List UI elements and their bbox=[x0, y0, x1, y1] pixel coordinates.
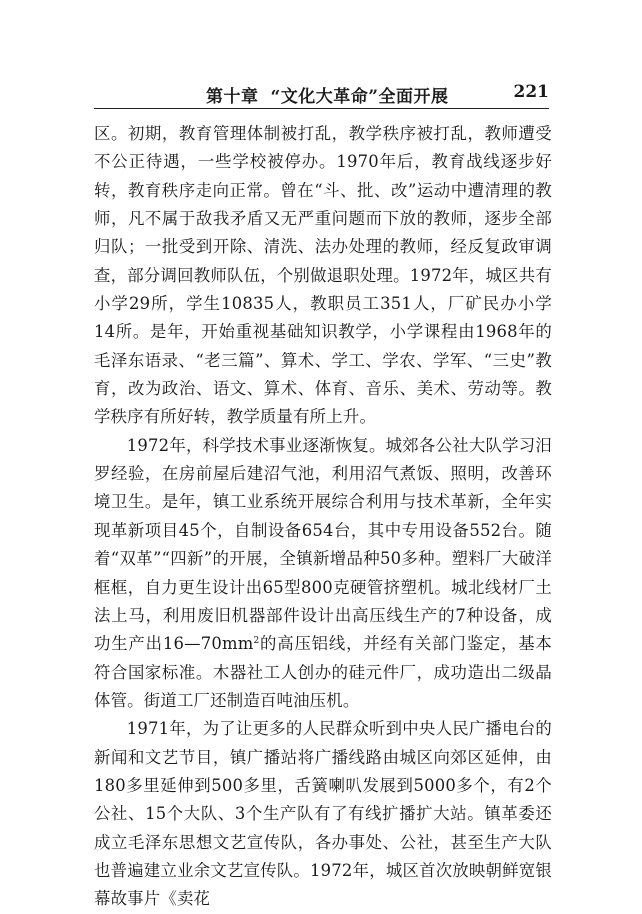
superscript-2: 2 bbox=[253, 636, 260, 647]
paragraph-1: 区。初期，教育管理体制被打乱，教学秩序被打乱，教师遭受不公正待遇，一些学校被停办。1970年后，教育战线逐步好转，教育秩序走向正常。曾在“斗、批、改”运动中遭清理的教师，凡不属于敌我矛盾又无严重问题而下放的教师，逐步全部归队；一批受到开除、清洗、法办处理的教师，经反复政审调查，部分调回教师队伍，个别做退职处理。1972年，城区共有小学29所，学生10835人，教职员工351人，厂矿民办小学14所。是年，开始重视基础知识教学，小学课程由1968年的毛泽东语录、“老三篇”、算术、学工、学农、学军、“三史”教育，改为政治、语文、算术、体育、音乐、美术、劳动等。教学秩序有所好转，教学质量有所上升。 bbox=[94, 124, 552, 427]
paragraph-3: 1971年，为了让更多的人民群众听到中央人民广播电台的新闻和文艺节目，镇广播站将广播线路由城区向郊区延伸，由180多里延伸到500多里，舌簧喇叭发展到5000多个，有2个公社、15个大队、3个生产队有了有线扩播扩大站。镇革委还成立毛泽东思想文艺宣传队，各办事处、公社，甚至生产大队也普遍建立业余文艺宣传队。1972年，城区首次放映朝鲜宽银幕故事片《卖花 bbox=[94, 719, 552, 909]
paragraph-2-text-b: 的高压铝线，并经有关部门鉴定，基本符合国家标准。木器社工人创办的硅元件厂，成功造出二级晶体管。街道工厂还制造百吨油压机。 bbox=[94, 634, 553, 710]
chapter-title: “文化大革命”全面开展 bbox=[270, 87, 449, 107]
header-rule bbox=[94, 108, 549, 109]
page-number: 221 bbox=[513, 82, 549, 102]
paragraph-2-text-a: 1972年，科学技术事业逐渐恢复。城郊各公社大队学习汨罗经验，在房前屋后建沼气池，利用沼气煮饭、照明，改善环境卫生。是年，镇工业系统开展综合利用与技术革新，全年实现革新项目45个，自制设备654台，其中专用设备552台。随着“双革”“四新”的开展，全镇新增品种50多种。塑料厂大破洋框框，自力更生设计出65型800克硬管挤塑机。城北线材厂土法上马，利用废旧机器部件设计出高压线生产的7种设备，成功生产出16—70mm bbox=[94, 435, 552, 654]
chapter-heading bbox=[206, 82, 461, 107]
body-text bbox=[94, 120, 552, 914]
chapter-label: 第十章 bbox=[206, 87, 259, 107]
paragraph-2 bbox=[94, 432, 552, 715]
